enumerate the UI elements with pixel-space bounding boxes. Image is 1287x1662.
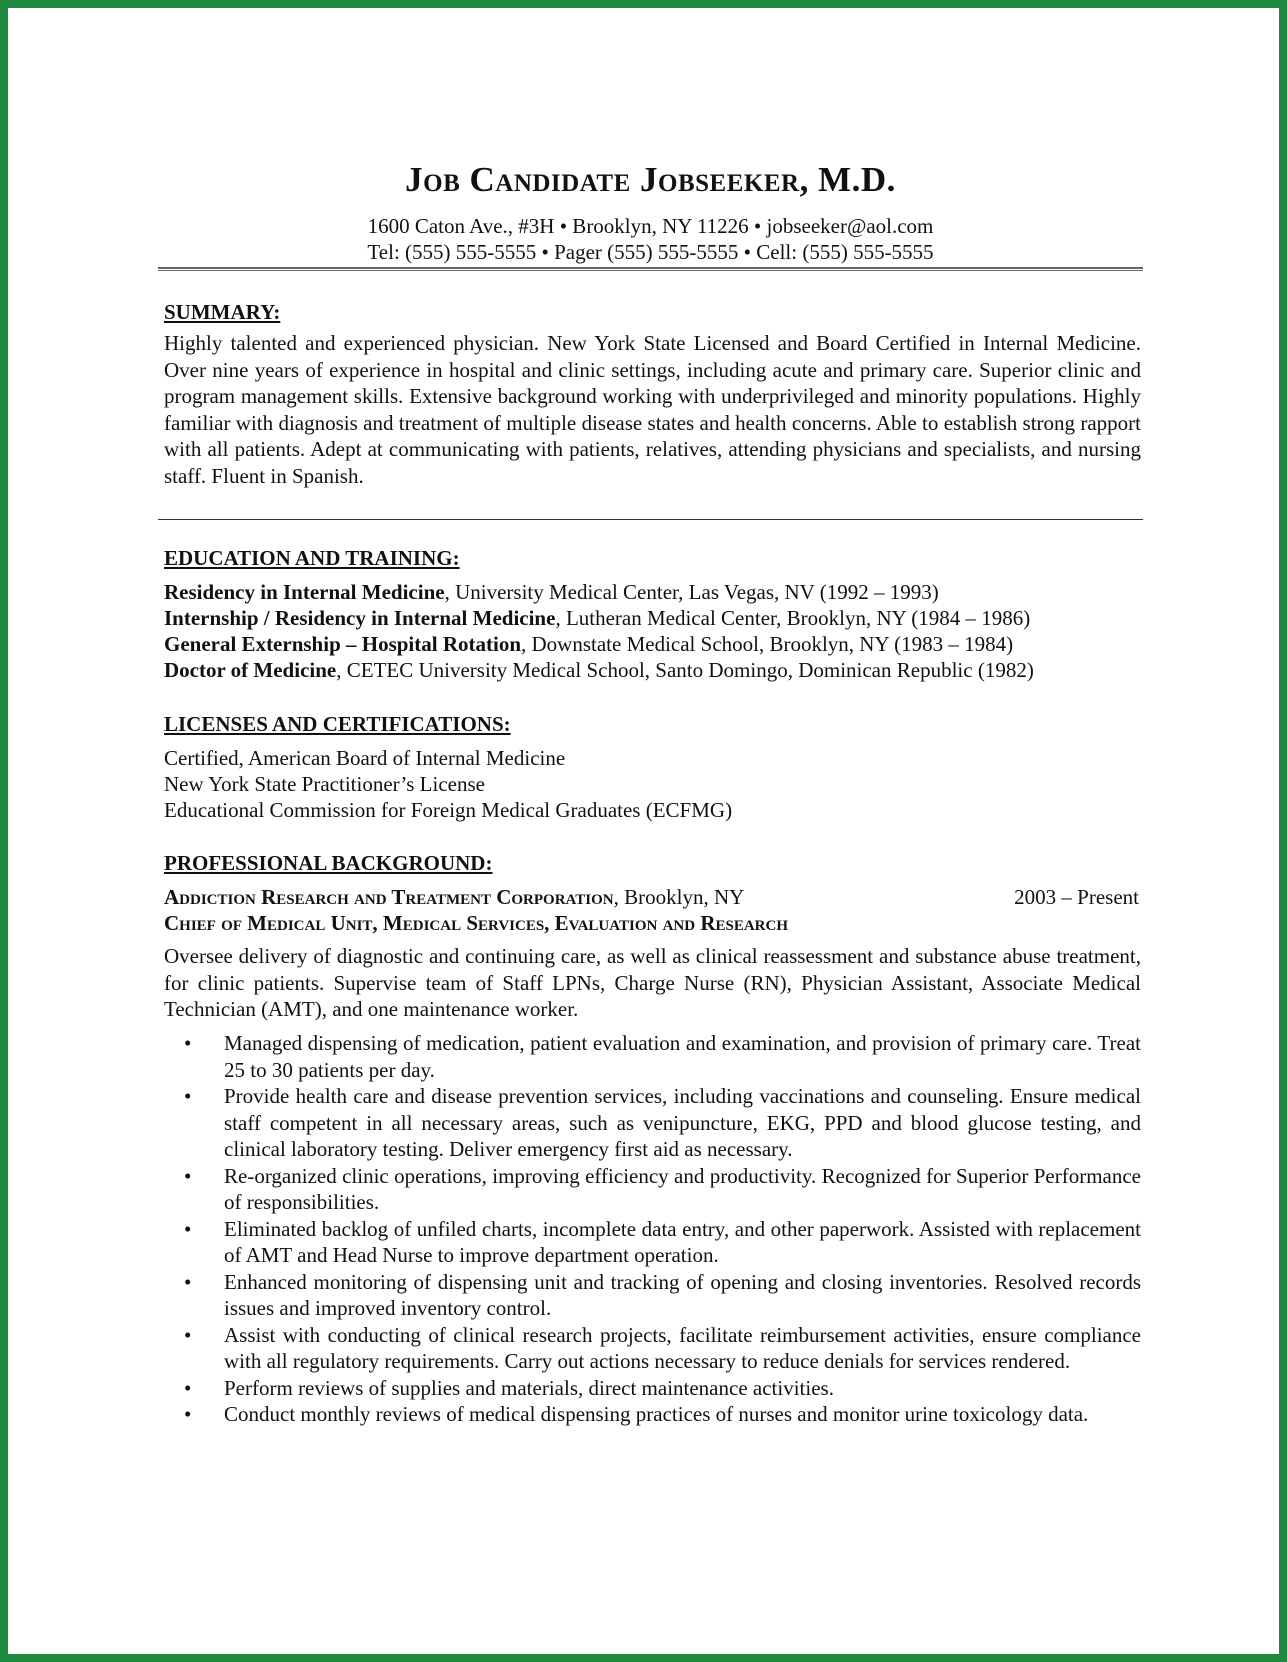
summary-text: Highly talented and experienced physician. New York State Licensed and Board Certified in Internal Medicine. Over nine years of experience in hospital and clinic settings, including acute and primary care. Superior clinic and program management skills. Extensive background working with underprivileged and minority populations. Highly familiar with diagnosis and treatment of multiple disease states and health concerns. Able to establish strong rapport with all patients. Adept at communicating with patients, relatives, attending physicians and specialists, and nursing staff. Fluent in Spanish.	[164, 331, 1141, 488]
list-item: • Managed dispensing of medication, patient evaluation and examination, and provision of primary care. Treat 25 to 30 patients per day.	[184, 1031, 1141, 1082]
list-item: • Perform reviews of supplies and materials, direct maintenance activities.	[184, 1375, 834, 1400]
education-item	[164, 632, 1013, 657]
education-item	[164, 580, 939, 605]
list-item: • Assist with conducting of clinical research projects, facilitate reimbursement activities, ensure compliance with all regulatory requirements. Carry out actions necessary to reduce denials for services rendered.	[184, 1322, 1141, 1373]
bullet-icon: •	[184, 1084, 192, 1108]
education-heading: EDUCATION AND TRAINING:	[164, 546, 460, 570]
bullet-icon: •	[184, 1375, 192, 1400]
responsibilities-list	[164, 1030, 1141, 1428]
education-detail: , CETEC University Medical School, Santo Domingo, Dominican Republic (1982)	[336, 658, 1034, 682]
job-description: Oversee delivery of diagnostic and continuing care, as well as clinical reassessment and substance abuse treatment, for clinic patients. Supervise team of Staff LPNs, Charge Nurse (RN), Physician Assistant, Associate Medical Technician (AMT), and one maintenance worker.	[164, 944, 1141, 1021]
summary-divider	[158, 519, 1143, 520]
license-item: Educational Commission for Foreign Medical Graduates (ECFMG)	[164, 798, 733, 822]
bullet-icon: •	[184, 1402, 192, 1426]
licenses-heading: LICENSES AND CERTIFICATIONS:	[164, 712, 511, 736]
bullet-icon: •	[184, 1163, 192, 1188]
list-item: • Re-organized clinic operations, improving efficiency and productivity. Recognized for Superior Performance of responsibilities.	[184, 1163, 1141, 1214]
bullet-icon: •	[184, 1322, 192, 1347]
employer-name: Addiction Research and Treatment Corporation	[164, 885, 614, 909]
education-item	[164, 658, 1034, 683]
employment-dates: 2003 – Present	[1014, 885, 1139, 909]
license-item: New York State Practitioner’s License	[164, 772, 485, 796]
education-title: Residency in Internal Medicine	[164, 580, 445, 604]
list-item: • Conduct monthly reviews of medical dispensing practices of nurses and monitor urine toxicology data.	[184, 1402, 1089, 1426]
bullet-icon: •	[184, 1031, 192, 1055]
address-line: 1600 Caton Ave., #3H • Brooklyn, NY 11226 • jobseeker@aol.com	[367, 214, 934, 238]
license-item: Certified, American Board of Internal Medicine	[164, 746, 566, 770]
education-detail: , Downstate Medical School, Brooklyn, NY (1983 – 1984)	[521, 632, 1014, 656]
candidate-name: Job Candidate Jobseeker, M.D.	[405, 160, 896, 199]
education-detail: , Lutheran Medical Center, Brooklyn, NY (1984 – 1986)	[555, 606, 1031, 630]
education-title: General Externship – Hospital Rotation	[164, 632, 522, 656]
background-heading: PROFESSIONAL BACKGROUND:	[164, 851, 493, 875]
bullet-icon: •	[184, 1216, 192, 1241]
document-page	[8, 8, 1279, 1654]
education-title: Internship / Residency in Internal Medicine	[164, 606, 556, 630]
employer-location: , Brooklyn, NY	[613, 885, 745, 909]
education-item	[164, 606, 1030, 631]
list-item: • Eliminated backlog of unfiled charts, incomplete data entry, and other paperwork. Assisted with replacement of AMT and Head Nurse to improve department operation.	[184, 1216, 1141, 1267]
employer-line	[164, 885, 1141, 910]
position-line	[164, 911, 1141, 936]
phone-line: Tel: (555) 555-5555 • Pager (555) 555-5555 • Cell: (555) 555-5555	[367, 240, 934, 264]
summary-heading: SUMMARY:	[164, 300, 281, 324]
list-item: • Enhanced monitoring of dispensing unit and tracking of opening and closing inventories. Resolved records issues and improved inventory control.	[184, 1269, 1141, 1320]
education-detail: , University Medical Center, Las Vegas, NV (1992 – 1993)	[444, 580, 939, 604]
header-divider	[158, 267, 1143, 271]
list-item: • Provide health care and disease prevention services, including vaccinations and counseling. Ensure medical staff competent in all necessary areas, such as venipuncture, EKG, PPD and blood glucose testing, and clinical laboratory testing. Deliver emergency first aid as necessary.	[184, 1084, 1141, 1161]
position-title: Chief of Medical Unit, Medical Services, Evaluation and Research	[164, 911, 788, 935]
education-title: Doctor of Medicine	[164, 658, 337, 682]
bullet-icon: •	[184, 1269, 192, 1294]
